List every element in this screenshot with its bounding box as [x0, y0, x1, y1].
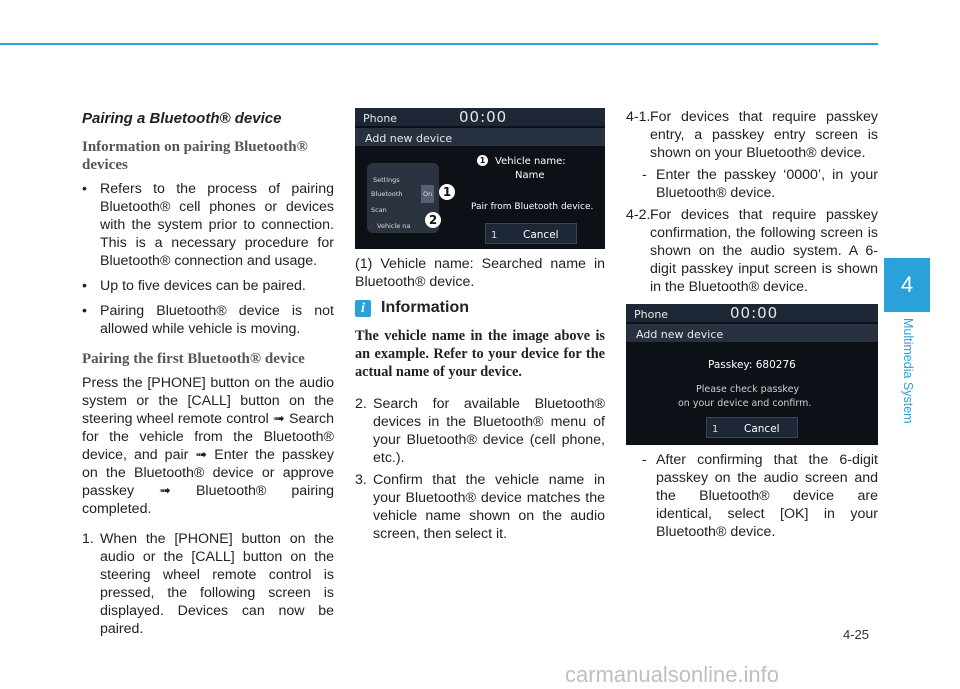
- cancel-label: Cancel: [744, 423, 780, 435]
- subheading-pairing-first: Pairing the first Bluetooth® device: [82, 351, 305, 367]
- screen-title: Phone: [363, 112, 398, 125]
- screen-clock: 00:00: [459, 108, 508, 126]
- watermark-text: carmanualsonline.info: [565, 662, 780, 687]
- passkey-value: Passkey: 680276: [708, 359, 796, 371]
- check-line-1: Please check passkey: [696, 384, 800, 395]
- column-middle: [355, 108, 605, 547]
- cancel-number: 1: [491, 230, 498, 241]
- info-icon: i: [355, 300, 371, 317]
- screen-clock: 00:00: [730, 304, 779, 322]
- bullet-item: • Up to five devices can be paired.: [82, 278, 306, 294]
- information-heading: i Information: [355, 299, 605, 317]
- mini-on-toggle: On: [421, 185, 434, 203]
- bullet-item: • Pairing Bluetooth® device is not allowed while vehicle is moving.: [82, 303, 334, 337]
- page-number: 4-25: [843, 627, 870, 642]
- header-rule: [0, 43, 878, 45]
- callout-1-small: 1: [477, 155, 488, 166]
- step-3: 3. Confirm that the vehicle name in your Bluetooth® device matches the vehicle name shown on the audio screen, then select it.: [355, 472, 605, 542]
- mini-scan-label: Scan: [371, 206, 387, 214]
- column-right: [626, 108, 878, 545]
- column-left: [82, 108, 334, 642]
- pairing-paragraph: Press the [PHONE] button on the audio system or the [CALL] button on the steering wheel remote control ➟ Search for the vehicle from the Bluetooth® device, and pair ➟ Enter the passkey on the Bluetooth® device or approve passkey ➟ Bluetooth® pairing completed.: [82, 375, 334, 517]
- passkey-confirm-screen: [626, 304, 878, 445]
- callout-1: 1: [439, 184, 455, 200]
- caption-vehicle-name: (1) Vehicle name: Searched name in Bluetooth® device.: [355, 256, 605, 290]
- mini-settings-label: Settings: [373, 176, 400, 184]
- step-1: 1. When the [PHONE] button on the audio or the [CALL] button on the steering wheel remote control is pressed, the following screen is displayed. Devices can now be paired.: [82, 531, 334, 637]
- vehicle-name-label: Vehicle name:: [495, 156, 566, 167]
- add-device-label: Add new device: [365, 132, 453, 145]
- check-line-2: on your device and confirm.: [678, 398, 812, 409]
- information-body: The vehicle name in the image above is an example. Refer to your device for the actual name of your device.: [355, 328, 605, 380]
- mini-bluetooth-label: Bluetooth: [371, 190, 403, 198]
- pair-instruction: Pair from Bluetooth device.: [471, 202, 594, 212]
- step-2: 2. Search for available Bluetooth® devices in the Bluetooth® menu of your Bluetooth® device (cell phone, etc.).: [355, 396, 605, 466]
- section-title: Pairing a Bluetooth® device: [82, 110, 282, 127]
- callout-2: 2: [425, 212, 441, 228]
- phone-add-device-screen: [355, 108, 605, 249]
- dash-enter-passkey: - Enter the passkey ‘0000’, in your Bluetooth® device.: [642, 167, 878, 201]
- screen-title: Phone: [634, 308, 669, 321]
- dash-confirm-passkey: - After confirming that the 6-digit passkey on the audio screen and the Bluetooth® device are identical, select [OK] in your Bluetooth® device.: [642, 452, 878, 540]
- cancel-number: 1: [712, 424, 719, 435]
- mini-vehicle-label: Vehicle na: [377, 222, 411, 230]
- cancel-label: Cancel: [523, 229, 559, 241]
- chapter-tab: 4: [884, 258, 930, 312]
- vehicle-name-value: Name: [515, 170, 545, 181]
- bullet-item: • Refers to the process of pairing Bluetooth® cell phones or devices with the system prior to connection. This is a necessary procedure for Bluetooth® connection and usage.: [82, 181, 334, 269]
- step-4-2: 4-2. For devices that require passkey confirmation, the following screen is shown on the audio system. A 6-digit passkey input screen is shown in the Bluetooth® device.: [626, 207, 878, 295]
- subheading-information: Information on pairing Bluetooth® devices: [82, 139, 308, 173]
- add-device-label: Add new device: [636, 328, 724, 341]
- step-4-1: 4-1. For devices that require passkey entry, a passkey entry screen is shown on your Bluetooth® device.: [626, 109, 878, 161]
